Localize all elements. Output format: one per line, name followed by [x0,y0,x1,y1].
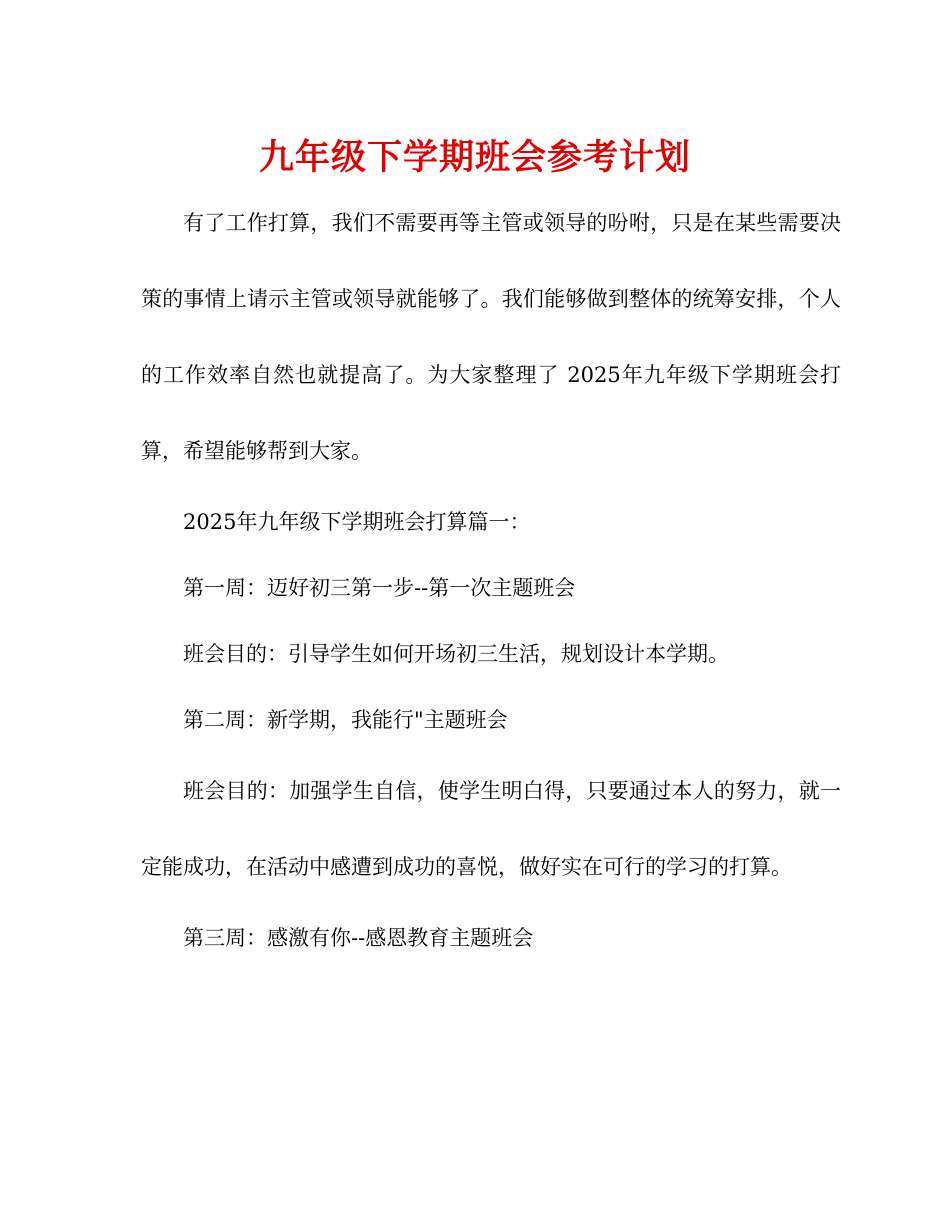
week-three-heading: 第三周：感激有你--感恩教育主题班会 [183,926,534,950]
document-title: 九年级下学期班会参考计划 [258,138,691,178]
week-two-purpose: 班会目的：加强学生自信，使学生明白得，只要通过本人的努力，就一定能成功，在活动中感遭到成功的喜悦，做好实在可行的学习的打算。 [141,779,841,879]
section-heading: 2025年九年级下学期班会打算篇一： [183,510,531,534]
intro-paragraph: 有了工作打算，我们不需要再等主管或领导的吩咐，只是在某些需要决策的事情上请示主管或领导就能够了。我们能够做到整体的统筹安排，个人的工作效率自然也就提高了。为大家整理了 2025年九年级下学期班会打算，希望能够帮到大家。 [141,211,841,463]
document-body [141,185,841,971]
week-two-heading: 第二周：新学期，我能行"主题班会 [183,708,508,732]
week-one-purpose: 班会目的：引导学生如何开场初三生活，规划设计本学期。 [183,642,729,666]
week-one-heading: 第一周：迈好初三第一步--第一次主题班会 [183,576,576,600]
